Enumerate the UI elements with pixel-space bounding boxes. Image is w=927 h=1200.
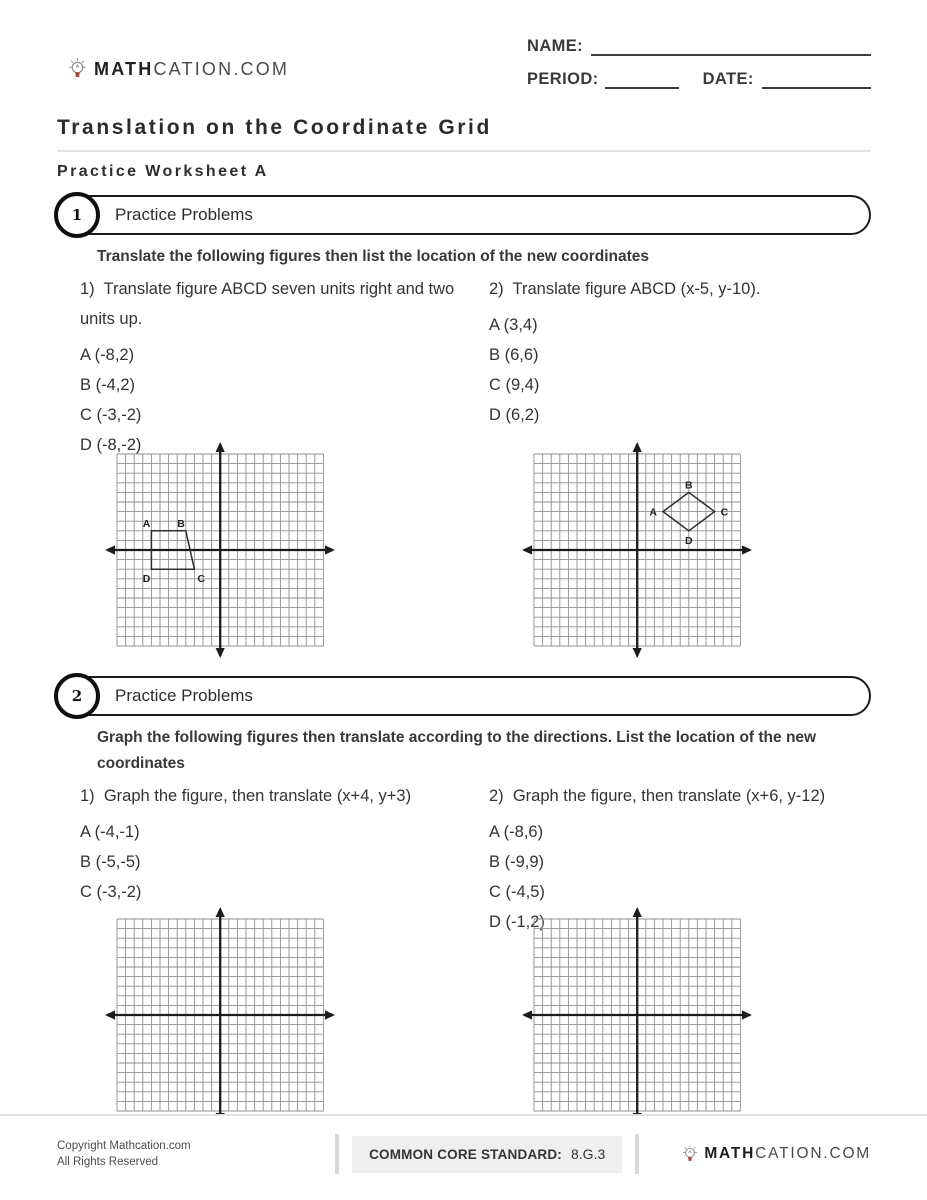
section-2-grids	[57, 907, 871, 1128]
coordinate-item: D (-1,2)	[489, 913, 545, 931]
section-1	[57, 195, 871, 663]
footer-divider-bar	[635, 1134, 639, 1174]
page-title: Translation on the Coordinate Grid	[57, 116, 492, 139]
name-blank-line	[591, 36, 871, 56]
name-label: NAME:	[527, 37, 584, 55]
copyright-text: Copyright Mathcation.com All Rights Reserved	[57, 1140, 191, 1168]
svg-text:D: D	[685, 534, 693, 547]
coordinate-item: A (-8,6)	[489, 823, 544, 841]
standard-label: COMMON CORE STANDARD:	[369, 1146, 562, 1162]
section-1-title: Practice Problems	[115, 205, 253, 224]
worksheet-content	[0, 115, 927, 1128]
period-date-row	[527, 69, 871, 89]
period-blank-line	[605, 69, 679, 89]
svg-text:D: D	[142, 573, 151, 586]
coordinate-grid-2	[522, 442, 871, 663]
coordinate-grid-1	[105, 442, 464, 663]
section-1-instruction: Translate the following figures then list the location of the new coordinates	[97, 248, 650, 265]
problem-2-1-coords	[80, 817, 464, 907]
common-core-standard-box	[352, 1136, 622, 1173]
section-1-number-badge: 1	[54, 192, 100, 238]
problem-1-1-prompt: 1) Translate figure ABCD seven units right and two units up.	[80, 280, 459, 328]
logo-wordmark: MATHCATION.COM	[94, 59, 290, 79]
problem-1-2	[464, 274, 871, 460]
problem-2-2-prompt: 2) Graph the figure, then translate (x+6, y-12)	[489, 787, 826, 805]
page-footer	[0, 1114, 927, 1200]
period-label: PERIOD:	[527, 70, 599, 88]
coordinate-item: D (-8,-2)	[80, 436, 142, 454]
section-2-title: Practice Problems	[115, 686, 253, 705]
section-1-header	[57, 195, 871, 235]
coordinate-item: C (-4,5)	[489, 883, 545, 901]
footer-mathcation-logo	[682, 1144, 871, 1165]
student-fields	[527, 36, 871, 89]
mathcation-logo	[68, 50, 289, 89]
problem-1-2-prompt: 2) Translate figure ABCD (x-5, y-10).	[489, 280, 761, 298]
standard-value: 8.G.3	[571, 1146, 606, 1162]
svg-text:C: C	[720, 506, 729, 519]
logo-wordmark: MATHCATION.COM	[704, 1145, 872, 1162]
problem-1-1	[57, 274, 464, 460]
section-2-number-badge: 2	[54, 673, 100, 719]
svg-text:B: B	[685, 479, 693, 492]
section-2-instruction: Graph the following figures then translate according to the directions. List the location of the new coordinates	[97, 729, 817, 772]
coordinate-item: D (6,2)	[489, 406, 540, 424]
section-2-title-box	[57, 676, 871, 716]
coordinate-item: C (-3,-2)	[80, 406, 142, 424]
coordinate-item: B (6,6)	[489, 346, 539, 364]
section-2-header	[57, 676, 871, 716]
svg-text:A: A	[142, 517, 151, 530]
coordinate-grid-3	[105, 907, 464, 1128]
svg-text:C: C	[197, 573, 205, 586]
date-blank-line	[762, 69, 871, 89]
section-1-title-box	[57, 195, 871, 235]
coordinate-item: B (-5,-5)	[80, 853, 141, 871]
problem-2-1-prompt: 1) Graph the figure, then translate (x+4, y+3)	[80, 787, 412, 805]
coordinate-grid-4	[522, 907, 871, 1128]
lightbulb-icon	[682, 1144, 698, 1165]
lightbulb-icon	[68, 57, 87, 82]
name-row	[527, 36, 871, 56]
footer-divider-bar	[335, 1134, 339, 1174]
section-1-problems	[57, 274, 871, 460]
coordinate-item: C (9,4)	[489, 376, 540, 394]
page-header	[0, 0, 927, 89]
coordinate-item: C (-3,-2)	[80, 883, 142, 901]
coordinate-item: B (-4,2)	[80, 376, 136, 394]
coordinate-item: A (3,4)	[489, 316, 538, 334]
coordinate-item: A (-4,-1)	[80, 823, 140, 841]
worksheet-subtitle: Practice Worksheet A	[57, 163, 269, 180]
title-divider	[57, 150, 871, 152]
coordinate-item: B (-9,9)	[489, 853, 545, 871]
svg-text:A: A	[649, 506, 657, 519]
section-2	[57, 676, 871, 1128]
svg-text:B: B	[177, 517, 185, 530]
coordinate-item: A (-8,2)	[80, 346, 135, 364]
section-1-grids	[57, 442, 871, 663]
problem-1-2-coords	[489, 310, 871, 430]
date-label: DATE:	[702, 70, 754, 88]
